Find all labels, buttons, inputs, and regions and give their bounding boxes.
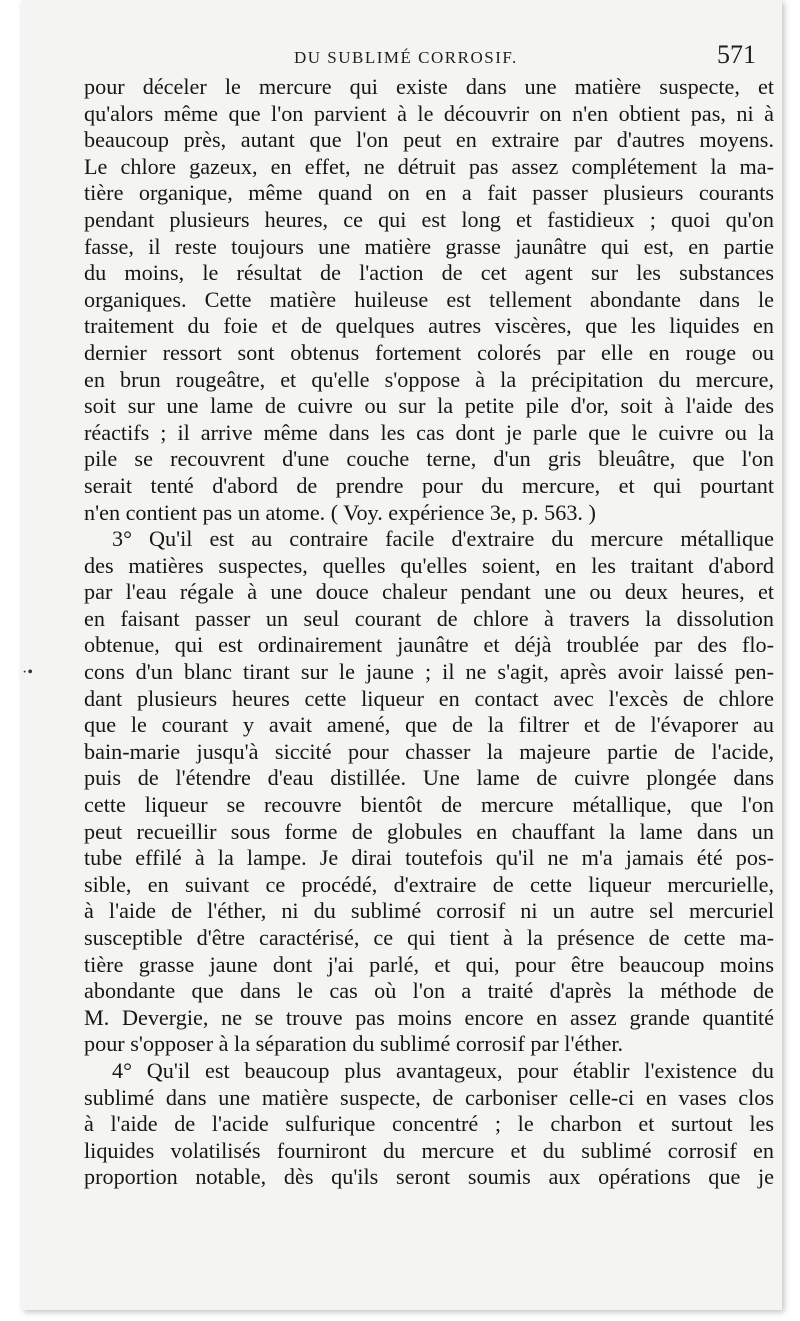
text-line: cons d'un blanc tirant sur le jaune ; il ne s'agit, après avoir laissé pen-	[84, 659, 774, 685]
text-line: à l'aide de l'acide sulfurique concentré ; le charbon et surtout les	[84, 1111, 774, 1137]
text-line: des matières suspectes, quelles qu'elles soient, en les traitant d'abord	[84, 552, 774, 578]
text-line: en faisant passer un seul courant de chlore à travers la dissolution	[84, 605, 774, 631]
text-line: liquides volatilisés fourniront du mercure et du sublimé corrosif en	[84, 1137, 774, 1163]
text-line: organiques. Cette matière huileuse est tellement abondante dans le	[84, 286, 774, 312]
text-line: cette liqueur se recouvre bientôt de mercure métallique, que l'on	[84, 792, 774, 818]
paragraph-end-line: pour s'opposer à la séparation du sublimé corrosif par l'éther.	[84, 1031, 624, 1057]
text-line: susceptible d'être caractérisé, ce qui tient à la présence de cette ma-	[84, 925, 774, 950]
page-number: 571	[717, 40, 756, 69]
text-line: puis de l'étendre d'eau distillée. Une lame de cuivre plongée dans	[84, 765, 774, 791]
text-line: pour déceler le mercure qui existe dans une matière suspecte, et	[84, 74, 774, 99]
paragraph-end-line: n'en contient pas un atome. ( Voy. expérience 3e, p. 563. )	[84, 499, 596, 525]
text-line: traitement du foie et de quelques autres viscères, que les liquides en	[84, 313, 774, 339]
text-line: par l'eau régale à une douce chaleur pendant une ou deux heures, et	[84, 579, 774, 605]
text-line: tube effilé à la lampe. Je dirai toutefois qu'il ne m'a jamais été pos-	[84, 845, 774, 871]
text-line: sible, en suivant ce procédé, d'extraire de cette liqueur mercurielle,	[84, 871, 774, 897]
running-title: DU SUBLIMÉ CORROSIF.	[294, 48, 518, 67]
text-line: M. Devergie, ne se trouve pas moins encore en assez grande quantité	[84, 1004, 774, 1030]
body-text	[84, 74, 774, 1191]
margin-mark: ·•	[22, 664, 33, 681]
text-line: du moins, le résultat de l'action de cet agent sur les substances	[84, 260, 774, 286]
text-line: bain-marie jusqu'à siccité pour chasser la majeure partie de l'acide,	[84, 738, 774, 764]
text-line: tière organique, même quand on en a fait passer plusieurs courants	[84, 180, 774, 206]
text-line: en brun rougeâtre, et qu'elle s'oppose à la précipitation du mercure,	[84, 366, 774, 392]
text-line: peut recueillir sous forme de globules en chauffant la lame dans un	[84, 818, 774, 844]
page-header	[84, 40, 764, 74]
book-page	[22, 0, 782, 1310]
text-line: beaucoup près, autant que l'on peut en extraire par d'autres moyens.	[84, 127, 774, 153]
text-line: réactifs ; il arrive même dans les cas dont je parle que le cuivre ou la	[84, 419, 774, 445]
text-line: à l'aide de l'éther, ni du sublimé corrosif ni un autre sel mercuriel	[84, 898, 774, 924]
text-line: dant plusieurs heures cette liqueur en contact avec l'excès de chlore	[84, 685, 774, 711]
text-line: que le courant y avait amené, que de la filtrer et de l'évaporer au	[84, 712, 774, 738]
text-line: serait tenté d'abord de prendre pour du mercure, et qui pourtant	[84, 472, 774, 498]
text-line: qu'alors même que l'on parvient à le découvrir on n'en obtient pas, ni à	[84, 100, 774, 126]
text-line: soit sur une lame de cuivre ou sur la petite pile d'or, soit à l'aide des	[84, 393, 774, 419]
text-line: abondante que dans le cas où l'on a traité d'après la méthode de	[84, 978, 774, 1004]
text-line: sublimé dans une matière suspecte, de carboniser celle-ci en vases clos	[84, 1084, 774, 1110]
text-line: proportion notable, dès qu'ils seront soumis aux opérations que je	[84, 1164, 774, 1190]
text-line: obtenue, qui est ordinairement jaunâtre et déjà troublée par des flo-	[84, 632, 774, 658]
text-line: pendant plusieurs heures, ce qui est long et fastidieux ; quoi qu'on	[84, 206, 774, 232]
text-line: dernier ressort sont obtenus fortement colorés par elle en rouge ou	[84, 339, 774, 365]
paragraph-start-line: 3° Qu'il est au contraire facile d'extraire du mercure métallique	[112, 526, 774, 552]
text-line: pile se recouvrent d'une couche terne, d'un gris bleuâtre, que l'on	[84, 446, 774, 472]
paragraph-start-line: 4° Qu'il est beaucoup plus avantageux, pour établir l'existence du	[112, 1057, 774, 1083]
text-line: fasse, il reste toujours une matière grasse jaunâtre qui est, en partie	[84, 233, 774, 259]
text-line: Le chlore gazeux, en effet, ne détruit pas assez complétement la ma-	[84, 153, 774, 179]
text-line: tière grasse jaune dont j'ai parlé, et qui, pour être beaucoup moins	[84, 951, 774, 977]
